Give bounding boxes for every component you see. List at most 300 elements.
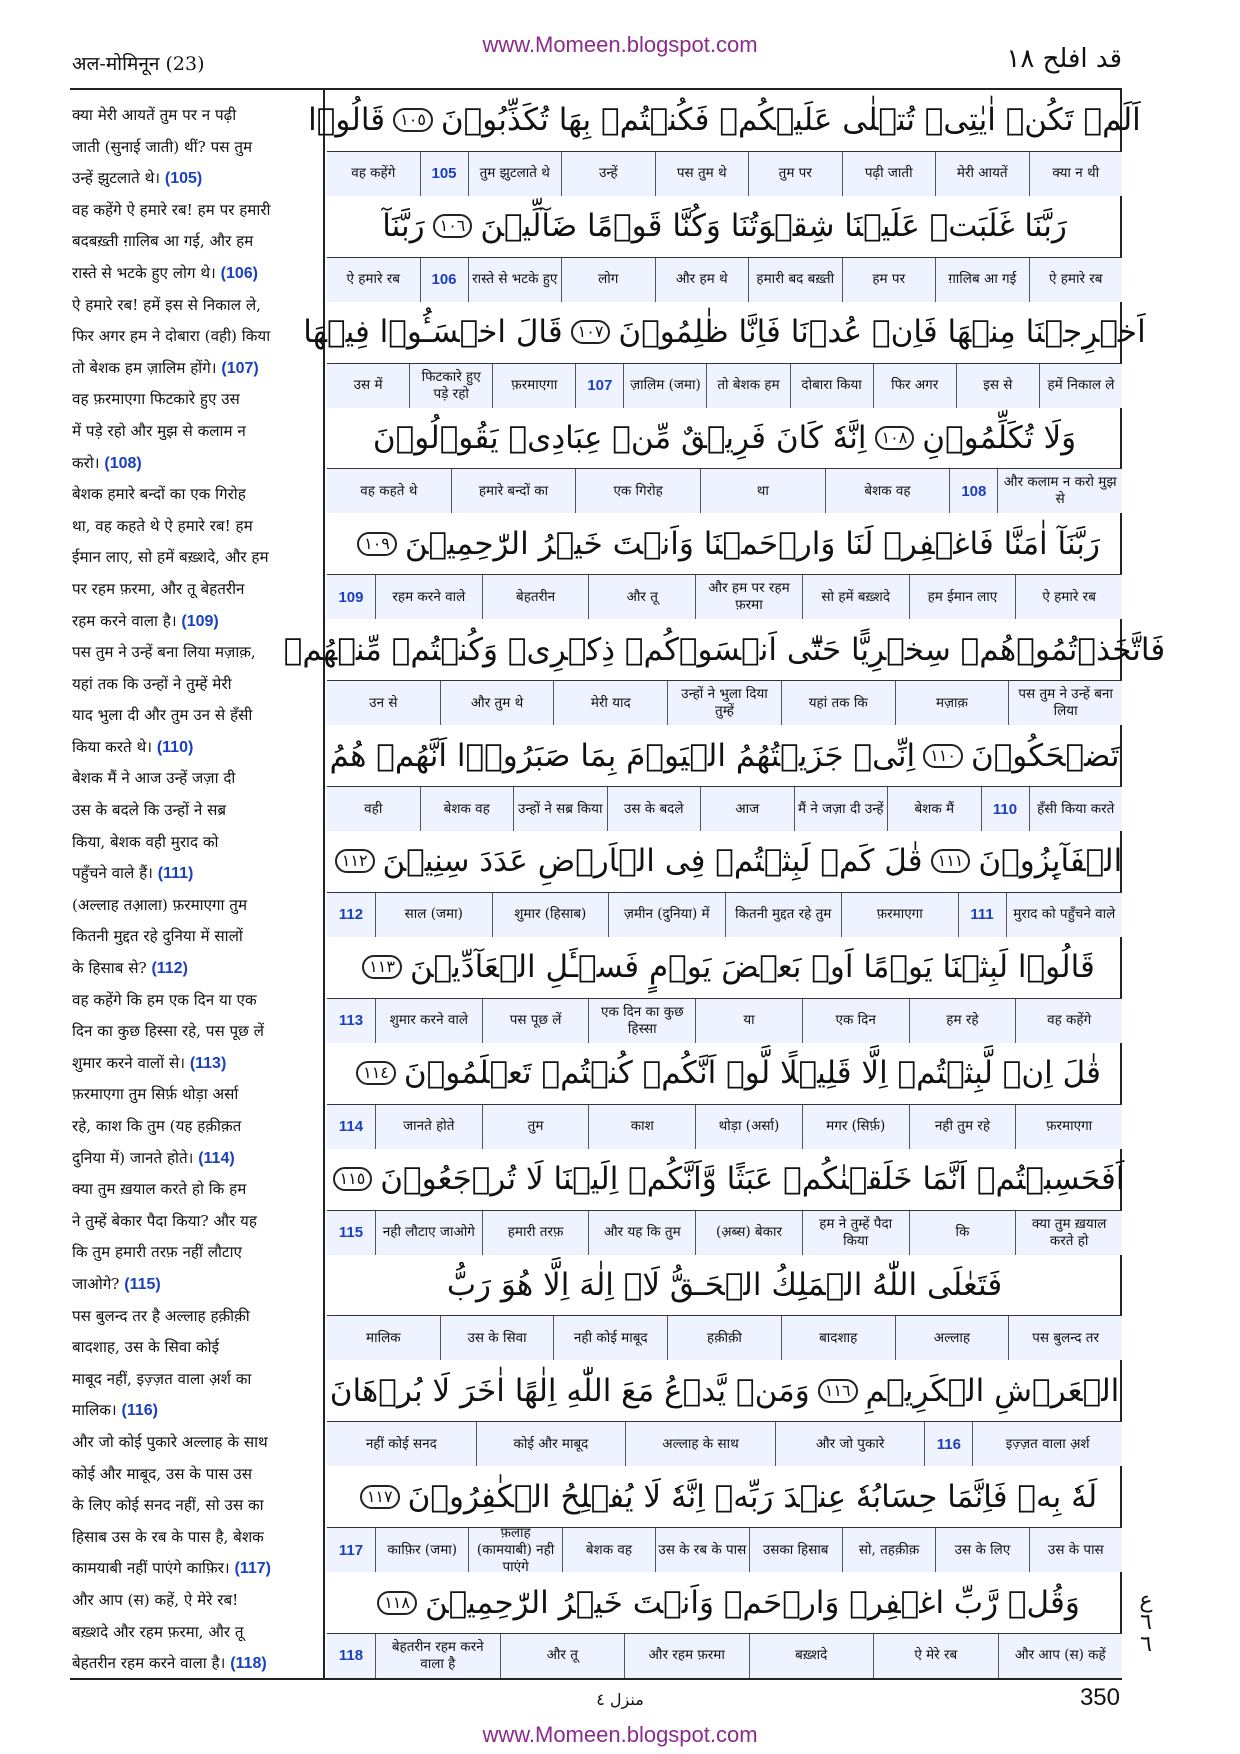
- arabic-text: قٰلَ اِنۡ لَّبِثۡتُمۡ اِلَّا قَلِيۡلًا لَّوۡ اَنَّكُمۡ كُنۡتُمۡ تَعۡلَمُوۡنَ: [403, 1055, 1101, 1092]
- sidebar-line-text: बेशक मैं ने आज उन्हें जज़ा दी: [72, 769, 236, 788]
- word-meaning-cell: वह कहेंगे: [1015, 999, 1122, 1043]
- word-meaning-cell: बेशक वह: [420, 787, 514, 831]
- arabic-text: الۡعَرۡشِ الۡكَرِيۡمِ: [865, 1372, 1120, 1409]
- verse-number: (115): [124, 1275, 161, 1293]
- word-meaning-cell: और हम पर रहम फ़रमा: [695, 575, 802, 619]
- word-meaning-cell: ग़ालिब आ गई: [935, 258, 1029, 302]
- arabic-line: [308, 90, 1141, 152]
- arabic-line: [327, 1255, 1122, 1317]
- ayah-end-mark: ١٠٥: [393, 108, 433, 132]
- sidebar-line: [72, 606, 317, 638]
- arabic-text: رَبَّنَآ اٰمَنَّا فَاغۡفِرۡ لَنَا وَارۡحَمۡنَا وَاَنۡتَ خَيۡرُ الرّٰحِمِيۡنَ: [404, 525, 1100, 562]
- verse-number-cell: 109: [338, 588, 364, 606]
- word-translation-row: [327, 364, 1122, 408]
- word-meaning-cell: उस में: [353, 377, 383, 394]
- word-translation-row: [327, 1316, 1122, 1360]
- sidebar-line-text: दिन का कुछ हिस्सा रहे, पस पूछ लें: [72, 1022, 264, 1041]
- sidebar-line-text: माबूद नहीं, इज़्ज़त वाला अ़र्श का: [72, 1369, 252, 1388]
- word-meaning-cell: रास्ते से भटके हुए: [468, 258, 562, 302]
- sidebar-line-text: बेशक हमारे बन्दों का एक गिरोह: [72, 485, 246, 504]
- verse-block: [283, 619, 1166, 725]
- word-meaning-cell: उस के बदले: [607, 787, 701, 831]
- word-translation-row: [327, 999, 1122, 1043]
- arabic-line: [327, 1360, 1122, 1422]
- hindi-translation-column: [70, 90, 325, 1678]
- sidebar-line-text: फ़रमाएगा तुम सिर्फ़ थोड़ा अर्सा: [72, 1085, 239, 1104]
- word-meaning-cell: या: [695, 999, 802, 1043]
- word-translation-row: [327, 1634, 1122, 1678]
- arabic-text: رَبَّنَا غَلَبَتۡ عَلَيۡنَا شِقۡوَتُنَا وَكُنَّا قَوۡمًا ضَآلِّيۡنَ: [480, 208, 1067, 245]
- word-meaning-cell: वह कहेंगे: [351, 165, 396, 182]
- sidebar-line-text: कितनी मुद्दत रहे दुनिया में सालों: [72, 927, 243, 946]
- word-meaning-cell: और रहम फ़रमा: [624, 1634, 749, 1678]
- sidebar-line: [72, 1206, 317, 1238]
- word-meaning-cell: फ़लाह (कामयाबी) नही पाएंगे: [468, 1528, 561, 1572]
- word-meaning-cell: उस के पास: [1029, 1528, 1122, 1572]
- word-meaning-cell: ज़ालिम (जमा): [623, 364, 706, 408]
- word-meaning-cell: काफ़िर (जमा): [375, 1528, 468, 1572]
- ayah-end-mark: ١٠٧: [571, 320, 611, 344]
- sidebar-line-text: जाती (सुनाई जाती) थीं? पस तुम: [72, 137, 253, 156]
- verse-number-cell: 105: [420, 152, 468, 196]
- arabic-text: قَالُوۡا لَبِثۡنَا يَوۡمًا اَوۡ بَعۡضَ يَوۡمٍ فَسۡـَٔلِ الۡعَآدِّيۡنَ: [409, 949, 1095, 986]
- sidebar-line: [72, 732, 317, 764]
- word-translation-row: [327, 152, 1122, 196]
- word-meaning-cell: नही लौटाए जाओगे: [375, 1211, 482, 1255]
- sidebar-line-text: के लिए कोई सनद नहीं, सो उस का: [72, 1496, 264, 1515]
- verse-block: [327, 1572, 1122, 1678]
- verse-number: (107): [221, 359, 259, 377]
- sidebar-line: [72, 1522, 317, 1554]
- arabic-text: اِنِّىۡ جَزَيۡتُهُمُ الۡيَوۡمَ بِمَا صَبَرُوۡۤا اَنَّهُمۡ هُمُ: [329, 737, 916, 774]
- word-meaning-cell: ऐ हमारे रब: [1015, 575, 1122, 619]
- word-meaning-cell: और जो पुकारे: [775, 1422, 925, 1466]
- sidebar-line: [72, 795, 317, 827]
- sidebar-line: [72, 1459, 317, 1491]
- verse-number-cell: 112: [338, 906, 364, 924]
- sidebar-line-text: ने तुम्हें बेकार पैदा किया? और यह: [72, 1211, 257, 1230]
- verse-number: (117): [234, 1560, 271, 1578]
- sidebar-line: [72, 1143, 317, 1175]
- sidebar-line-text: उन्हें झुटलाते थे।: [72, 169, 161, 188]
- verse-number: (111): [157, 865, 194, 883]
- word-meaning-cell: अल्लाह के साथ: [625, 1422, 775, 1466]
- word-meaning-cell: हम पर: [842, 258, 936, 302]
- verse-number-cell: 117: [338, 1541, 364, 1559]
- word-meaning-cell: मालिक: [366, 1329, 401, 1346]
- word-translation-row: [327, 681, 1122, 725]
- arabic-line: [327, 1149, 1125, 1211]
- word-meaning-cell: यहां तक कि: [781, 681, 895, 725]
- word-meaning-cell: मगर (सिर्फ़): [802, 1105, 909, 1149]
- sidebar-line-text: और आप (स) कहें, ऐ मेरे रब!: [72, 1590, 239, 1609]
- verse-number-cell: 108: [949, 469, 997, 513]
- word-translation-row: [327, 1422, 1122, 1466]
- word-translation-row: [327, 893, 1122, 937]
- sidebar-line: [72, 763, 317, 795]
- arabic-line: [327, 408, 1122, 470]
- arabic-line: [283, 619, 1166, 681]
- word-meaning-cell: और आप (स) कहें: [998, 1634, 1123, 1678]
- word-meaning-cell: उन्हें: [561, 152, 655, 196]
- sidebar-line: [72, 1174, 317, 1206]
- sidebar-line: [72, 1395, 317, 1427]
- verse-block: [327, 1466, 1122, 1575]
- arabic-text: قَالُوۡا: [308, 102, 386, 139]
- sidebar-line: [72, 1079, 317, 1111]
- arabic-text: رَبَّنَآ: [382, 208, 425, 245]
- sidebar-line: [72, 542, 317, 574]
- word-meaning-cell: ऐ मेरे रब: [873, 1634, 998, 1678]
- sidebar-line-text: वह कहेंगे कि हम एक दिन या एक: [72, 990, 257, 1009]
- word-meaning-cell: पस बुलन्द तर: [1008, 1316, 1122, 1360]
- sidebar-line-text: दुनिया में) जानते होते।: [72, 1148, 194, 1167]
- sidebar-line: [72, 1553, 317, 1585]
- word-meaning-cell: हँसी किया करते: [1029, 787, 1123, 831]
- word-meaning-cell: था: [700, 469, 825, 513]
- word-meaning-cell: पस तुम ने उन्हें बना लिया: [1008, 681, 1122, 725]
- sidebar-line: [72, 574, 317, 606]
- word-meaning-cell: बेशक मैं: [887, 787, 981, 831]
- sidebar-line-text: पहुँचने वाले हैं।: [72, 864, 153, 883]
- verse-block: [308, 90, 1141, 196]
- word-meaning-cell: उस के सिवा: [440, 1316, 554, 1360]
- sidebar-line: [72, 353, 317, 385]
- sidebar-line-text: पस बुलन्द तर है अल्लाह हक़ीक़ी: [72, 1306, 250, 1325]
- verse-number: (116): [121, 1402, 158, 1420]
- word-meaning-cell: फ़रमाएगा: [1015, 1105, 1122, 1149]
- word-meaning-cell: दोबारा किया: [790, 364, 873, 408]
- arabic-text: اَخۡرِجۡنَا مِنۡهَا فَاِنۡ عُدۡنَا فَاِنَّا ظٰلِمُوۡنَ: [618, 314, 1146, 351]
- word-meaning-cell: बादशाह: [781, 1316, 895, 1360]
- verse-block: [327, 725, 1122, 831]
- sidebar-line: [72, 1301, 317, 1333]
- word-meaning-cell: हमें निकाल ले: [1039, 364, 1122, 408]
- ayah-end-mark: ١١١: [931, 849, 971, 873]
- verse-number-cell: 107: [575, 364, 623, 408]
- sidebar-line-text: पर रहम फ़रमा, और तू बेहतरीन: [72, 579, 245, 598]
- sidebar-line: [72, 1111, 317, 1143]
- word-meaning-cell: और यह कि तुम: [588, 1211, 695, 1255]
- sidebar-line-text: रास्ते से भटके हुए लोग थे।: [72, 263, 216, 282]
- sidebar-line: [72, 669, 317, 701]
- verse-block: [327, 1360, 1122, 1466]
- sidebar-line-text: क्या तुम ख़याल करते हो कि हम: [72, 1180, 247, 1199]
- sidebar-line: [72, 637, 317, 669]
- word-meaning-cell: इस से: [956, 364, 1039, 408]
- sidebar-line-text: (अल्लाह तआ़ला) फ़रमाएगा तुम: [72, 895, 248, 914]
- word-meaning-cell: उन से: [369, 694, 398, 711]
- word-meaning-cell: नहीं कोई सनद: [365, 1435, 437, 1452]
- word-meaning-cell: फिटकारे हुए पड़े रहो: [409, 364, 492, 408]
- verse-number-cell: 111: [958, 893, 1006, 937]
- word-meaning-cell: उसका हिसाब: [749, 1528, 842, 1572]
- word-meaning-cell: सो हमें बख़्शदे: [802, 575, 909, 619]
- ayah-end-mark: ١١٢: [335, 849, 375, 873]
- verse-number: (106): [220, 264, 259, 282]
- arabic-text: وَلَا تُكَلِّمُوۡنِ: [922, 420, 1077, 457]
- arabic-text: اَلَمۡ تَكُنۡ اٰيٰتِىۡ تُتۡلٰى عَلَيۡكُمۡ فَكُنۡتُمۡ بِهَا تُكَذِّبُوۡنَ: [440, 102, 1141, 139]
- sidebar-line-text: बदबख़्ती ग़ालिब आ गई, और हम: [72, 232, 254, 251]
- sidebar-line: [72, 479, 317, 511]
- ayah-end-mark: ١١٨: [377, 1591, 417, 1615]
- word-meaning-cell: और कलाम न करो मुझ से: [997, 469, 1122, 513]
- arabic-text: اِنَّهٗ كَانَ فَرِيۡقٌ مِّنۡ عِبَادِىۡ يَقُوۡلُوۡنَ: [372, 420, 867, 457]
- word-meaning-cell: अल्लाह: [895, 1316, 1009, 1360]
- arabic-text: قَالَ اخۡسَـُٔوۡا فِيۡهَا: [303, 314, 563, 351]
- word-meaning-cell: क्या तुम ख़याल करते हो: [1015, 1211, 1122, 1255]
- word-meaning-cell: फ़रमाएगा: [841, 893, 958, 937]
- word-meaning-cell: आज: [700, 787, 794, 831]
- sidebar-line-text: कोई और माबूद, उस के पास उस: [72, 1464, 253, 1483]
- sidebar-line: [72, 226, 317, 258]
- sidebar-line-text: था, वह कहते थे ऐ हमारे रब! हम: [72, 516, 253, 535]
- word-meaning-cell: तुम: [482, 1105, 589, 1149]
- word-meaning-cell: वह कहते थे: [360, 482, 418, 499]
- verse-block: [327, 513, 1122, 619]
- word-meaning-cell: (अ़ब्स) बेकार: [695, 1211, 802, 1255]
- sidebar-line-text: किया करते थे।: [72, 737, 152, 756]
- word-meaning-cell: बख़्शदे: [749, 1634, 874, 1678]
- word-meaning-cell: फ़रमाएगा: [492, 364, 575, 408]
- arabic-line: [327, 725, 1122, 787]
- word-meaning-cell: ज़मीन (दुनिया) में: [608, 893, 725, 937]
- verse-number-cell: 114: [338, 1118, 364, 1136]
- sidebar-line: [72, 321, 317, 353]
- verse-block: [327, 1149, 1125, 1255]
- word-meaning-cell: पस तुम थे: [655, 152, 749, 196]
- ayah-end-mark: ١١٣: [362, 955, 402, 979]
- word-meaning-cell: हम ने तुम्हें पैदा किया: [802, 1211, 909, 1255]
- sidebar-line-text: क्या मेरी आयतें तुम पर न पढ़ी: [72, 106, 237, 124]
- word-meaning-cell: थोड़ा (अर्सा): [695, 1105, 802, 1149]
- sidebar-line: [72, 416, 317, 448]
- sidebar-line-text: रहे, काश कि तुम (यह हक़ीक़त: [72, 1117, 242, 1135]
- arabic-text: تَضۡحَكُوۡنَ: [970, 737, 1120, 774]
- verse-number: (113): [189, 1054, 227, 1072]
- ayah-end-mark: ١١٦: [818, 1379, 858, 1403]
- ayah-end-mark: ١٠٨: [875, 426, 915, 450]
- sidebar-line: [72, 1585, 317, 1617]
- verse-block: [327, 831, 1122, 937]
- word-meaning-cell: शुमार (हिसाब): [492, 893, 609, 937]
- sidebar-line: [72, 1016, 317, 1048]
- sidebar-line: [72, 985, 317, 1017]
- juz-title: قد افلح ١٨: [1006, 44, 1122, 74]
- sidebar-line-text: और जो कोई पुकारे अल्लाह के साथ: [72, 1432, 268, 1451]
- verse-block: [327, 1043, 1122, 1149]
- arabic-text: فَتَعٰلَى اللّٰهُ الۡمَلِكُ الۡحَـقُّ لَاۤ اِلٰهَ اِلَّا هُوَ رَبُّ: [446, 1266, 1003, 1303]
- sidebar-line: [72, 511, 317, 543]
- sidebar-line-text: ऐ हमारे रब! हमें इस से निकाल ले,: [72, 295, 261, 314]
- word-meaning-cell: मैं ने जज़ा दी उन्हें: [794, 787, 888, 831]
- site-url-bottom[interactable]: www.Momeen.blogspot.com: [482, 1722, 758, 1747]
- word-meaning-cell: कितनी मुद्दत रहे तुम: [725, 893, 842, 937]
- sidebar-line: [72, 890, 317, 922]
- sidebar-line: [72, 827, 317, 859]
- sidebar-line: [72, 290, 317, 322]
- verse-number-cell: 106: [420, 258, 468, 302]
- verse-number: (108): [104, 454, 142, 472]
- verse-number: (114): [198, 1149, 235, 1167]
- word-meaning-cell: कोई और माबूद: [476, 1422, 626, 1466]
- sidebar-line-text: वह फ़रमाएगा फिटकारे हुए उस: [72, 390, 240, 409]
- word-meaning-cell: उन्हों ने सब्र किया: [513, 787, 607, 831]
- ayah-end-mark: ١١٥: [333, 1167, 373, 1191]
- sidebar-line-text: रहम करने वाला है।: [72, 611, 177, 630]
- word-meaning-cell: उन्हों ने भुला दिया तुम्हें: [667, 681, 781, 725]
- sidebar-line-text: जाओगे?: [72, 1274, 120, 1293]
- arabic-line: [327, 1043, 1122, 1105]
- manzil-label: منزل ٤: [596, 1690, 644, 1709]
- arabic-text: وَمَنۡ يَّدۡعُ مَعَ اللّٰهِ اِلٰهًا اٰخَرَ لَا بُرۡهَانَ: [329, 1372, 810, 1409]
- word-meaning-cell: हमारे बन्दों का: [451, 469, 576, 513]
- sidebar-line-text: याद भुला दी और तुम उन से हँसी: [72, 706, 253, 725]
- arabic-text: الۡفَآٮِٕزُوۡنَ: [978, 843, 1123, 880]
- sidebar-line-text: बख़्शदे और रहम फ़रमा, और तू: [72, 1622, 244, 1641]
- verse-number-cell: 115: [338, 1224, 364, 1242]
- sidebar-line: [72, 1237, 317, 1269]
- word-translation-row: [327, 258, 1122, 302]
- sidebar-line: [72, 384, 317, 416]
- word-meaning-cell: पस पूछ लें: [482, 999, 589, 1043]
- ruku-mark: ع ٦ ٦: [1139, 1588, 1153, 1657]
- word-meaning-cell: नही तुम रहे: [909, 1105, 1016, 1149]
- word-meaning-cell: ऐ हमारे रब: [346, 271, 401, 288]
- verse-number-cell: 110: [981, 787, 1029, 831]
- sidebar-line-text: फिर अगर हम ने दोबारा (वही) किया: [72, 327, 271, 346]
- verse-block: [327, 1255, 1122, 1361]
- sidebar-line: [72, 448, 317, 480]
- sidebar-line-text: में पड़े रहो और मुझ से कलाम न: [72, 421, 246, 440]
- sidebar-line: [72, 1490, 317, 1522]
- word-meaning-cell: पढ़ी जाती: [842, 152, 936, 196]
- word-meaning-cell: क्या न थी: [1029, 152, 1123, 196]
- verse-number: (109): [181, 612, 219, 630]
- word-meaning-cell: जानते होते: [375, 1105, 482, 1149]
- ayah-end-mark: ١٠٩: [357, 532, 397, 556]
- sidebar-line: [72, 953, 317, 985]
- verse-block: [327, 937, 1122, 1043]
- sidebar-line-text: बेहतरीन रहम करने वाला है।: [72, 1654, 226, 1673]
- arabic-line: [327, 937, 1122, 999]
- verse-number: (118): [230, 1655, 267, 1673]
- sidebar-line-text: करो।: [72, 453, 100, 472]
- word-meaning-cell: उस के रब के पास: [655, 1528, 748, 1572]
- sidebar-line-text: ईमान लाए, सो हमें बख़्शदे, और हम: [72, 548, 269, 567]
- word-meaning-cell: उस के लिए: [935, 1528, 1028, 1572]
- verse-number-cell: 116: [924, 1422, 972, 1466]
- verse-number-cell: 118: [338, 1647, 364, 1665]
- arabic-line: [327, 196, 1122, 258]
- word-meaning-cell: हक़ीक़ी: [667, 1316, 781, 1360]
- sidebar-line: [72, 132, 317, 164]
- sidebar-line: [72, 1648, 317, 1680]
- word-meaning-cell: काश: [588, 1105, 695, 1149]
- verse-block: [327, 408, 1122, 514]
- ayah-end-mark: ١١٠: [923, 744, 963, 768]
- word-meaning-cell: और हम थे: [655, 258, 749, 302]
- sidebar-line-text: वह कहेंगे ऐ हमारे रब! हम पर हमारी: [72, 200, 271, 219]
- sidebar-line: [72, 1269, 317, 1301]
- ayah-end-mark: ١١٤: [356, 1061, 396, 1085]
- word-translation-row: [327, 1105, 1122, 1149]
- word-meaning-cell: हम रहे: [909, 999, 1016, 1043]
- word-meaning-cell: बेहतरीन: [482, 575, 589, 619]
- word-translation-row: [327, 469, 1122, 513]
- page-number: 350: [1079, 1684, 1120, 1711]
- word-meaning-cell: हम ईमान लाए: [909, 575, 1016, 619]
- word-meaning-cell: फिर अगर: [873, 364, 956, 408]
- sidebar-line: [72, 163, 317, 195]
- sidebar-line-text: पस तुम ने उन्हें बना लिया मज़ाक़,: [72, 643, 256, 662]
- word-meaning-cell: इज़्ज़त वाला अ़र्श: [972, 1422, 1122, 1466]
- word-meaning-cell: एक दिन: [802, 999, 909, 1043]
- sidebar-line: [72, 100, 317, 132]
- word-meaning-cell: कि: [909, 1211, 1016, 1255]
- word-meaning-cell: बेशक वह: [825, 469, 950, 513]
- word-translation-row: [327, 1211, 1122, 1255]
- arabic-text: وَقُلۡ رَّبِّ اغۡفِرۡ وَارۡحَمۡ وَاَنۡتَ خَيۡرُ الرّٰحِمِيۡنَ: [424, 1584, 1080, 1621]
- arabic-text: لَهٗ بِهٖ فَاِنَّمَا حِسَابُهٗ عِنۡدَ رَبِّهٖ اِنَّهٗ لَا يُفۡلِحُ الۡكٰفِرُوۡنَ: [407, 1478, 1098, 1515]
- sidebar-line: [72, 700, 317, 732]
- word-meaning-cell: एक गिरोह: [575, 469, 700, 513]
- ayah-end-mark: ١٠٦: [433, 214, 473, 238]
- sidebar-line: [72, 1364, 317, 1396]
- sidebar-line-text: कि तुम हमारी तरफ़ नहीं लौटाए: [72, 1243, 242, 1262]
- verse-block: [303, 302, 1146, 408]
- word-meaning-cell: बेशक वह: [562, 1528, 655, 1572]
- sidebar-line-text: यहां तक कि उन्हों ने तुम्हें मेरी: [72, 674, 232, 693]
- sidebar-line-text: मालिक।: [72, 1401, 117, 1420]
- word-meaning-cell: तुम झुटलाते थे: [468, 152, 562, 196]
- arabic-text: قٰلَ كَمۡ لَبِثۡتُمۡ فِى الۡاَرۡضِ عَدَدَ سِنِيۡنَ: [382, 843, 923, 880]
- surah-title: अल-मोमिनून (23): [72, 53, 205, 75]
- word-meaning-cell: लोग: [561, 258, 655, 302]
- sidebar-line-text: किया, बेशक वही मुराद को: [72, 832, 219, 851]
- word-meaning-cell: वही: [364, 800, 383, 817]
- sidebar-line: [72, 195, 317, 227]
- sidebar-line: [72, 858, 317, 890]
- arabic-text: فَاتَّخَذۡتُمُوۡهُمۡ سِخۡرِيًّا حَتّٰٓى اَنۡسَوۡكُمۡ ذِكۡرِىۡ وَكُنۡتُمۡ مِّنۡهُمۡ: [283, 631, 1166, 668]
- word-meaning-cell: और तू: [500, 1634, 625, 1678]
- arabic-line: [327, 1572, 1122, 1634]
- sidebar-line-text: शुमार करने वालों से।: [72, 1053, 185, 1072]
- arabic-line: [327, 513, 1122, 575]
- word-meaning-cell: शुमार करने वाले: [375, 999, 482, 1043]
- site-url-top[interactable]: www.Momeen.blogspot.com: [482, 32, 758, 57]
- word-translation-row: [327, 1524, 1122, 1575]
- word-meaning-cell: तो बेशक हम: [706, 364, 789, 408]
- sidebar-line-text: तो बेशक हम ज़ालिम होंगे।: [72, 358, 217, 377]
- word-meaning-cell: तुम पर: [748, 152, 842, 196]
- sidebar-line-text: हिसाब उस के रब के पास है, बेशक: [72, 1527, 264, 1546]
- word-meaning-cell: हमारी तरफ़: [482, 1211, 589, 1255]
- sidebar-line: [72, 921, 317, 953]
- word-translation-row: [327, 787, 1122, 831]
- sidebar-line-text: कामयाबी नहीं पाएंगे काफ़िर।: [72, 1559, 230, 1578]
- word-meaning-cell: बेहतरीन रहम करने वाला है: [375, 1634, 500, 1678]
- arabic-line: [303, 302, 1146, 364]
- word-meaning-cell: और तुम थे: [440, 681, 554, 725]
- verse-number: (105): [164, 170, 203, 188]
- word-translation-row: [327, 575, 1122, 619]
- arabic-text: اَفَحَسِبۡتُمۡ اَنَّمَا خَلَقۡنٰكُمۡ عَبَثًا وَّاَنَّكُمۡ اِلَيۡنَا لَا تُرۡجَعُوۡنَ: [380, 1161, 1125, 1198]
- sidebar-line-text: उस के बदले कि उन्हों ने सब्र: [72, 801, 227, 820]
- word-meaning-cell: सो, तहक़ीक़: [842, 1528, 935, 1572]
- verse-number: (110): [156, 738, 194, 756]
- word-meaning-cell: मुराद को पहुँचने वाले: [1006, 893, 1123, 937]
